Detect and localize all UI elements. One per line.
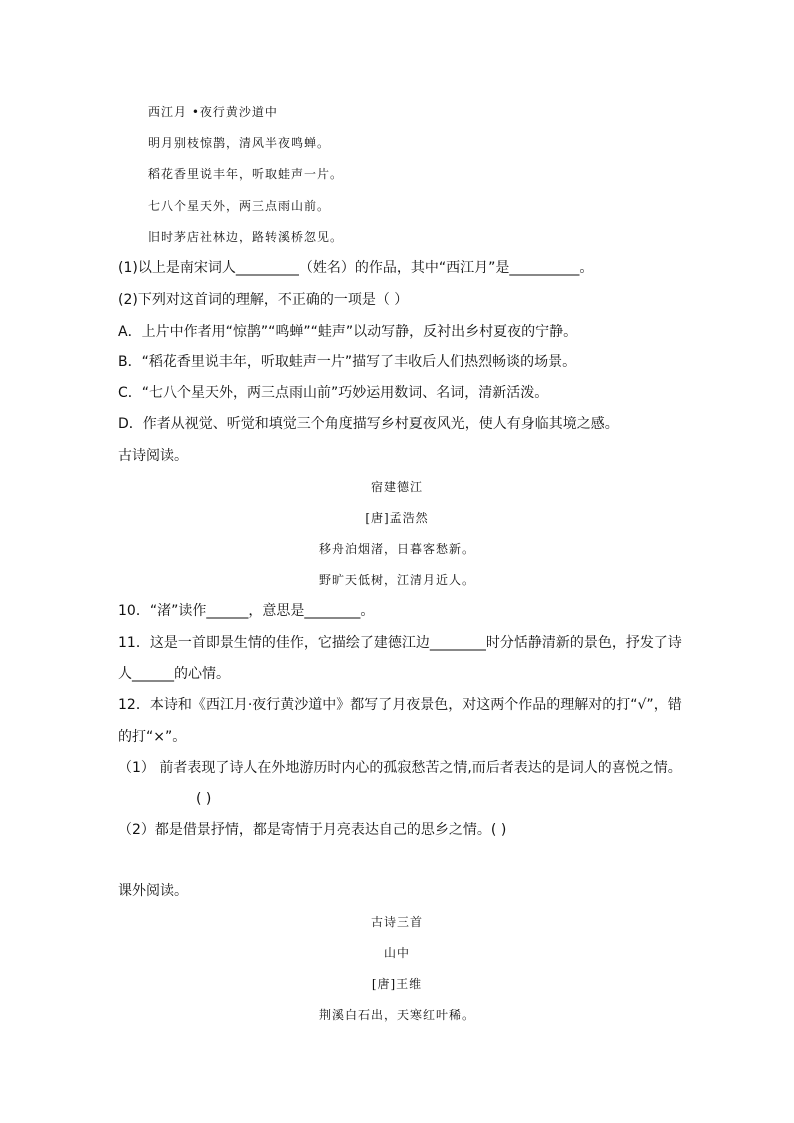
question-12-item2: （2）都是借景抒情，都是寄情于月亮表达自己的思乡之情。( ) [118,822,507,838]
poem-subtitle: 山中 [383,946,410,960]
question-11-line2: 人______的心情。 [118,666,230,682]
question-12-line1: 12．本诗和《西江月·夜行黄沙道中》都写了月夜景色，对这两个作品的理解对的打“√”，错 [118,697,682,713]
question-2: (2)下列对这首词的理解，不正确的一项是（ ） [118,292,409,308]
poem-line: 移舟泊烟渚，日暮客愁新。 [318,542,475,556]
poem-author: [唐]王维 [371,977,423,991]
option-a: A．上片中作者用“惊鹊”“鸣蝉”“蛙声”以动写静，反衬出乡村夏夜的宁静。 [118,324,578,340]
poem-title: 宿建德江 [370,480,423,494]
option-b: B．“稻花香里说丰年，听取蛙声一片”描写了丰收后人们热烈畅谈的场景。 [118,354,577,370]
poem-line: 稻花香里说丰年，听取蛙声一片。 [148,167,344,181]
question-12-item1: （1） 前者表现了诗人在外地游历时内心的孤寂愁苦之情,而后者表达的是词人的喜悦之情。 [118,760,682,776]
answer-blank: ( ) [196,791,212,807]
question-11-line1: 11．这是一首即景生情的佳作，它描绘了建德江边________时分恬静清新的景色，抒发了诗 [118,635,682,651]
poem-author: [唐]孟浩然 [365,511,429,525]
poem-line: 七八个星天外，两三点雨山前。 [148,199,331,213]
poem-title: 古诗三首 [370,915,423,929]
poem-line: 野旷天低树，江清月近人。 [318,573,475,587]
poem-line: 旧时茅店社林边，路转溪桥忽见。 [148,230,344,244]
poem-line: 明月别枝惊鹊，清风半夜鸣蝉。 [148,136,331,150]
poem-title: 西江月 •夜行黄沙道中 [148,105,278,119]
option-c: C．“七八个星天外，两三点雨山前”巧妙运用数词、名词，清新活泼。 [118,385,549,401]
question-1: (1)以上是南宋词人_________（姓名）的作品，其中“西江月”是__________。 [118,260,594,276]
section-heading: 课外阅读。 [118,883,188,899]
poem-line: 荆溪白石出，天寒红叶稀。 [318,1008,475,1022]
question-10: 10．“渚”读作______，意思是________。 [118,603,375,619]
section-heading: 古诗阅读。 [118,448,188,464]
question-12-line2: 的打“×”。 [118,729,187,745]
option-d: D．作者从视觉、听觉和填觉三个角度描写乡村夏夜风光，使人有身临其境之感。 [118,416,619,432]
